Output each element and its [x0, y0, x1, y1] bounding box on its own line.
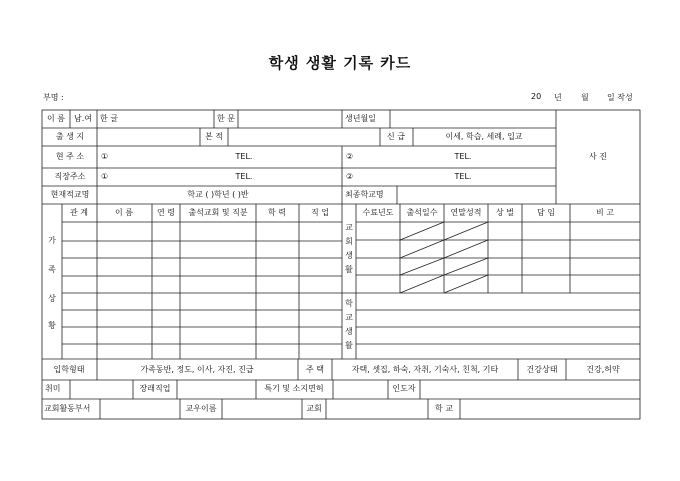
- address-tel-1: TEL.: [235, 152, 253, 161]
- family-header-church: 출석교회 및 직분: [188, 208, 248, 217]
- friend-name-label: 교우이름: [185, 404, 217, 413]
- address-mark-2: ②: [346, 152, 354, 161]
- health-options: 건강,허약: [586, 365, 620, 374]
- birthplace-label: 출 생 지: [55, 132, 85, 141]
- work-mark-2: ②: [346, 172, 354, 181]
- korean-name-label: 한 글: [100, 114, 118, 123]
- entry-type-options: 가족동반, 정도, 이사, 자진, 진급: [140, 365, 254, 374]
- work-tel-2: TEL.: [454, 172, 472, 181]
- month-label: 월: [581, 93, 589, 102]
- photo-label: 사 진: [589, 152, 607, 161]
- family-side-4: 황: [48, 321, 56, 330]
- birth-label: 생년월일: [345, 114, 376, 123]
- year-label: 년: [554, 93, 562, 102]
- family-side-2: 족: [48, 265, 56, 274]
- church-side-2: 회: [345, 237, 353, 246]
- church-header-note: 비 고: [596, 208, 614, 217]
- address-tel-2: TEL.: [454, 152, 472, 161]
- current-school-label: 현재적교명: [50, 190, 90, 199]
- religion-options: 이세, 학습, 세례, 입교: [445, 132, 523, 141]
- guide-label: 인도자: [392, 384, 416, 393]
- address-mark-1: ①: [101, 152, 109, 161]
- hanja-name-label: 한 문: [217, 114, 235, 123]
- date-written-label: 일 작성: [607, 93, 633, 102]
- school-side-2: 교: [345, 313, 353, 322]
- family-header-age: 연 령: [157, 208, 175, 217]
- family-header-relation: 관 계: [70, 208, 88, 217]
- talent-label: 특기 및 소지면허: [264, 384, 324, 393]
- church-header-year: 수료년도: [362, 208, 394, 217]
- family-header-job: 직 업: [311, 208, 329, 217]
- church-header-grade: 연말성적: [450, 208, 482, 217]
- church-side-3: 생: [345, 251, 353, 260]
- page-title: 학생 생활 기록 카드: [268, 54, 412, 72]
- school-grade: 학교 ( )학년 ( )반: [187, 190, 249, 199]
- name-label: 이 름: [47, 114, 65, 123]
- church-header-teacher: 담 임: [537, 208, 555, 217]
- dept-activity-label: 교회활동부서: [44, 404, 91, 413]
- work-tel-1: TEL.: [235, 172, 253, 181]
- church-side-4: 활: [345, 265, 353, 274]
- school-side-1: 학: [345, 299, 353, 308]
- school-label: 학 교: [435, 404, 453, 413]
- origin-label: 본 적: [205, 132, 223, 141]
- work-mark-1: ①: [101, 172, 109, 181]
- address-label: 현 주 소: [55, 152, 85, 161]
- gender-label: 남.여: [74, 114, 92, 123]
- family-side-3: 상: [48, 294, 56, 303]
- dept-label: 부명 :: [43, 93, 64, 102]
- church-header-attendance: 출석일수: [406, 208, 438, 217]
- family-header-name: 이 름: [115, 208, 133, 217]
- housing-label: 주 택: [306, 365, 324, 374]
- year-prefix: 20: [531, 92, 542, 101]
- health-label: 건강상태: [526, 365, 558, 374]
- work-address-label: 직장주소: [54, 172, 86, 181]
- aspiration-label: 장래직업: [139, 384, 171, 393]
- church-side-1: 교: [345, 223, 353, 232]
- school-side-3: 생: [345, 327, 353, 336]
- religion-label: 신 급: [387, 132, 405, 141]
- church-label: 교회: [306, 404, 322, 413]
- final-school-label: 최종학교명: [345, 190, 384, 199]
- family-header-education: 학 력: [268, 208, 286, 217]
- school-side-4: 활: [345, 341, 353, 350]
- family-side-1: 가: [48, 236, 56, 245]
- housing-options: 자택, 셋집, 하숙, 자취, 기숙사, 친척, 기타: [351, 365, 499, 374]
- entry-type-label: 입학형태: [53, 365, 85, 374]
- hobby-label: 취미: [45, 384, 61, 393]
- church-header-award: 상 벌: [496, 208, 514, 217]
